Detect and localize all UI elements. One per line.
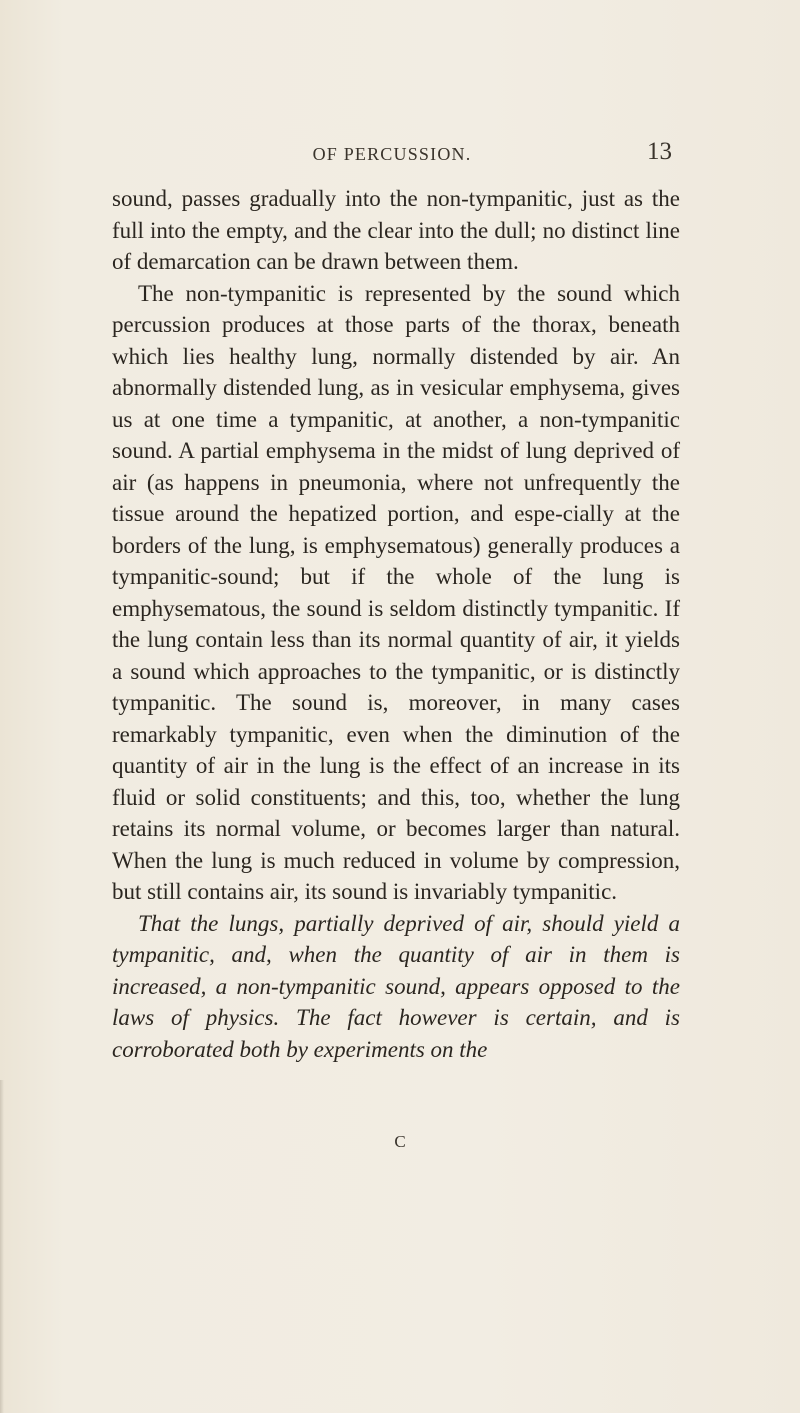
- running-head: OF PERCUSSION.: [312, 144, 472, 164]
- page-header: [112, 138, 672, 178]
- page-number: 13: [647, 138, 672, 165]
- paragraph-continuation: sound, passes gradually into the non-tympanitic, just as the full into the empty, and the clear into the dull; no distinct line of demarcation can be drawn between them.: [112, 186, 680, 274]
- paragraph-non-tympanitic: The non-tympanitic is represented by the sound which percussion produces at those parts of the thorax, beneath which lies healthy lung, normally distended by air. An abnormally distended lung, as in vesicular emphysema, gives us at one time a tympanitic, at another, a non-tympanitic sound. A partial emphysema in the midst of lung deprived of air (as happens in pneumonia, where not unfrequently the tissue around the hepatized portion, and espe-cially at the borders of the lung, is emphysematous) generally produces a tympanitic-sound; but if the whole of the lung is emphysematous, the sound is seldom distinctly tympanitic. If the lung contain less than its normal quantity of air, it yields a sound which approaches to the tympanitic, or is distinctly tympanitic. The sound is, moreover, in many cases remarkably tympanitic, even when the diminution of the quantity of air in the lung is the effect of an increase in its fluid or solid constituents; and this, too, whether the lung retains its normal volume, or becomes larger than natural. When the lung is much reduced in volume by compression, but still contains air, its sound is invariably tympanitic.: [112, 280, 680, 904]
- paragraph-italic-statement: That the lungs, partially deprived of air, should yield a tympanitic, and, when the quantity of air in them is increased, a non-tympanitic sound, appears opposed to the laws of physics. The fact however is certain, and is corroborated both by experiments on the: [112, 910, 680, 1062]
- signature-mark: C: [394, 1132, 406, 1151]
- body-text: [112, 183, 680, 1065]
- page-edge-shadow: [0, 1080, 4, 1413]
